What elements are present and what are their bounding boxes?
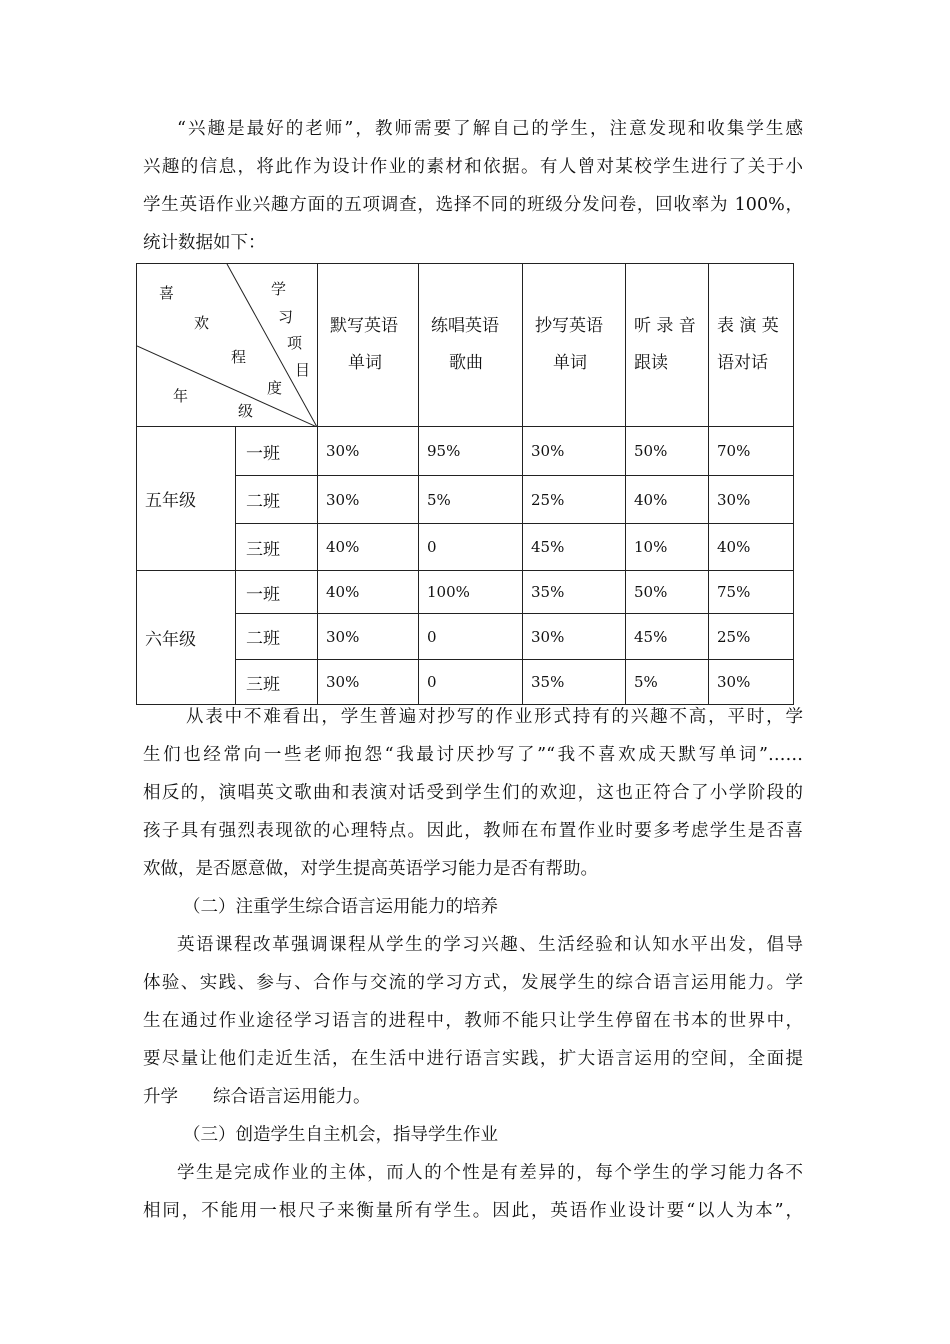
value-cell: 30% (318, 614, 419, 660)
section-heading: （三）创造学生自主机会，指导学生作业 (183, 1125, 498, 1145)
text-line: 学生是完成作业的主体，而人的个性是有差异的，每个学生的学习能力各不 (177, 1163, 803, 1183)
value-cell: 50% (626, 427, 709, 476)
class-cell: 三班 (236, 524, 318, 571)
corner-label-char: 喜 (159, 284, 175, 302)
value-cell: 30% (318, 476, 419, 524)
table-row (137, 476, 794, 524)
column-header: 听 录 音 跟读 (626, 264, 709, 427)
section-heading: （二）注重学生综合语言运用能力的培养 (183, 897, 498, 917)
column-header: 抄写英语 单词 (523, 264, 626, 427)
table-header-row (137, 264, 794, 427)
analysis-paragraph (143, 698, 803, 1230)
value-cell: 30% (523, 614, 626, 660)
value-cell: 35% (523, 571, 626, 614)
value-cell: 40% (709, 524, 794, 571)
text-line: 相反的，演唱英文歌曲和表演对话受到学生们的欢迎，这也正符合了小学阶段的 (143, 783, 803, 803)
value-cell: 5% (419, 476, 523, 524)
text-line: 统计数据如下： (143, 233, 266, 253)
value-cell: 95% (419, 427, 523, 476)
text-line: 英语课程改革强调课程从学生的学习兴趣、生活经验和认知水平出发，倡导 (177, 935, 803, 955)
value-cell: 25% (523, 476, 626, 524)
diagonal-corner-cell (137, 264, 318, 427)
text-line: 体验、实践、参与、合作与交流的学习方式，发展学生的综合语言运用能力。学 (143, 973, 803, 993)
value-cell: 35% (523, 660, 626, 705)
table-row (137, 614, 794, 660)
column-header: 默写英语 单词 (318, 264, 419, 427)
value-cell: 25% (709, 614, 794, 660)
class-cell: 二班 (236, 476, 318, 524)
value-cell: 40% (626, 476, 709, 524)
value-cell: 30% (523, 427, 626, 476)
corner-label-char: 年 (173, 387, 189, 405)
value-cell: 0 (419, 614, 523, 660)
table-row (137, 524, 794, 571)
value-cell: 100% (419, 571, 523, 614)
class-cell: 二班 (236, 614, 318, 660)
text-line: 相同，不能用一根尺子来衡量所有学生。因此，英语作业设计要“以人为本”， (143, 1201, 803, 1221)
corner-label-char: 项 (287, 334, 303, 352)
value-cell: 45% (626, 614, 709, 660)
intro-paragraph (143, 110, 803, 262)
value-cell: 30% (318, 660, 419, 705)
corner-label-char: 习 (278, 308, 294, 326)
text-line: 兴趣的信息，将此作为设计作业的素材和依据。有人曾对某校学生进行了关于小 (143, 157, 803, 177)
value-cell: 5% (626, 660, 709, 705)
text-line: 学生英语作业兴趣方面的五项调查，选择不同的班级分发问卷，回收率为 100%， (143, 195, 803, 215)
value-cell: 0 (419, 524, 523, 571)
class-cell: 一班 (236, 571, 318, 614)
corner-label-char: 学 (271, 280, 287, 298)
text-line: 生们也经常向一些老师抱怨“我最讨厌抄写了”“我不喜欢成天默写单词”…… (143, 745, 803, 765)
value-cell: 75% (709, 571, 794, 614)
table-row (137, 427, 794, 476)
value-cell: 30% (709, 476, 794, 524)
text-line: 要尽量让他们走近生活，在生活中进行语言实践，扩大语言运用的空间，全面提 (143, 1049, 803, 1069)
value-cell: 40% (318, 571, 419, 614)
value-cell: 40% (318, 524, 419, 571)
survey-table (136, 263, 794, 705)
value-cell: 50% (626, 571, 709, 614)
value-cell: 0 (419, 660, 523, 705)
corner-label-char: 目 (295, 361, 311, 379)
table-row (137, 571, 794, 614)
value-cell: 10% (626, 524, 709, 571)
class-cell: 三班 (236, 660, 318, 705)
grade-cell: 六年级 (137, 571, 236, 705)
value-cell: 30% (709, 660, 794, 705)
class-cell: 一班 (236, 427, 318, 476)
value-cell: 45% (523, 524, 626, 571)
text-line: 从表中不难看出，学生普遍对抄写的作业形式持有的兴趣不高，平时，学 (186, 707, 803, 727)
grade-cell: 五年级 (137, 427, 236, 571)
text-line: 孩子具有强烈表现欲的心理特点。因此，教师在布置作业时要多考虑学生是否喜 (143, 821, 803, 841)
column-header: 练唱英语 歌曲 (419, 264, 523, 427)
corner-label-char: 级 (238, 402, 254, 420)
text-line: 升学 综合语言运用能力。 (143, 1087, 371, 1107)
column-header: 表 演 英 语对话 (709, 264, 794, 427)
value-cell: 30% (318, 427, 419, 476)
value-cell: 70% (709, 427, 794, 476)
text-line: 生在通过作业途径学习语言的进程中，教师不能只让学生停留在书本的世界中， (143, 1011, 803, 1031)
text-line: 欢做，是否愿意做，对学生提高英语学习能力是否有帮助。 (143, 859, 598, 879)
text-line: “兴趣是最好的老师”，教师需要了解自己的学生，注意发现和收集学生感 (177, 119, 803, 139)
corner-label-char: 程 (231, 348, 247, 366)
corner-label-char: 欢 (194, 314, 210, 332)
corner-label-char: 度 (267, 379, 283, 397)
